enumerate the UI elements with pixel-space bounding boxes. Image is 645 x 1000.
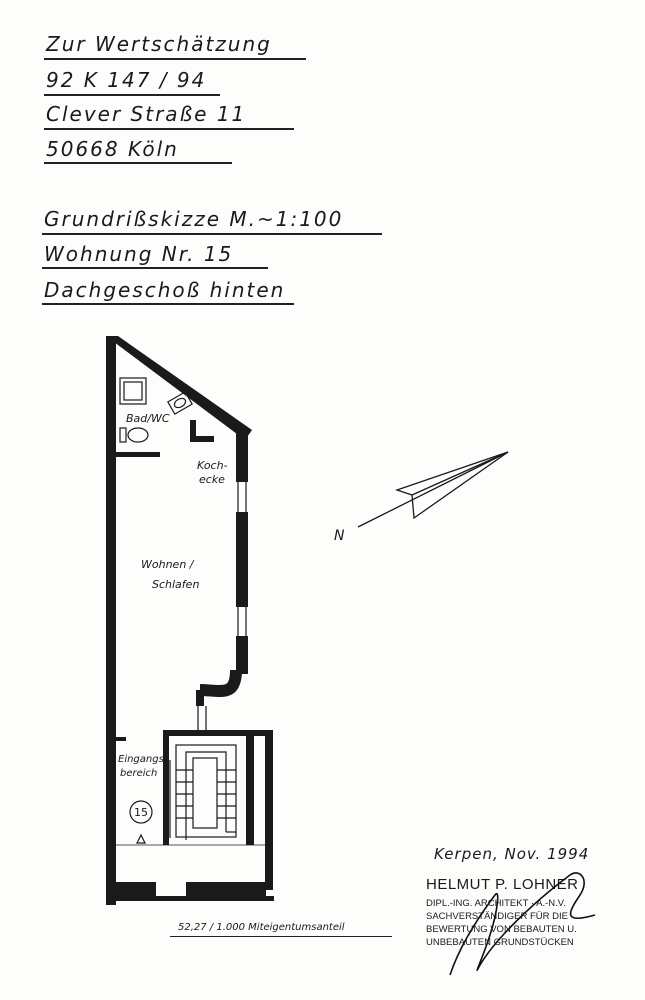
signature-scribble bbox=[420, 855, 620, 985]
kitchen-wall-horizontal bbox=[190, 436, 214, 442]
shower-tray-inner bbox=[124, 382, 142, 400]
header-line-3: Clever Straße 11 bbox=[46, 102, 247, 126]
room-label-bath: Bad/WC bbox=[126, 412, 170, 425]
apartment-number: Wohnung Nr. 15 bbox=[44, 242, 234, 266]
sketch-title: Grundrißskizze M.~1:100 bbox=[44, 207, 344, 231]
place-date: Kerpen, Nov. 1994 bbox=[434, 845, 590, 863]
room-label-kitchen-1: Koch- bbox=[197, 459, 228, 472]
architect-name: HELMUT P. LOHNER bbox=[426, 876, 579, 893]
room-label-entry-1: Eingangs bbox=[118, 754, 164, 765]
entry-arrow-triangle bbox=[137, 835, 145, 843]
bath-wall-bottom bbox=[116, 452, 160, 457]
architect-title-2: SACHVERSTÄNDIGER FÜR DIE bbox=[426, 911, 568, 922]
architect-title-1: DIPL.-ING. ARCHITEKT · A.-N.V. bbox=[426, 898, 566, 909]
stair-wall-right bbox=[246, 730, 254, 845]
stair-wall-top bbox=[163, 730, 273, 736]
room-label-living-2: Schlafen bbox=[152, 578, 200, 591]
entry-wall-left bbox=[116, 737, 126, 741]
stair-core bbox=[193, 758, 217, 828]
header-line-2: 92 K 147 / 94 bbox=[46, 68, 207, 92]
shaft-wall-right bbox=[265, 730, 273, 890]
stair-well bbox=[176, 745, 236, 837]
architect-title-4: UNBEBAUTEN GRUNDSTÜCKEN bbox=[426, 937, 574, 948]
floor-location: Dachgeschoß hinten bbox=[44, 278, 286, 302]
north-arrow bbox=[358, 452, 508, 527]
architect-title-3: BEWERTUNG VON BEBAUTEN U. bbox=[426, 924, 577, 935]
header-line-4: 50668 Köln bbox=[46, 137, 179, 161]
outer-wall-left bbox=[106, 336, 116, 905]
unit-number: 15 bbox=[134, 806, 148, 819]
room-label-living-1: Wohnen / bbox=[141, 558, 194, 571]
outer-wall-right-mid bbox=[236, 512, 248, 607]
outer-wall-right-low bbox=[236, 636, 248, 674]
ownership-share-underline bbox=[170, 936, 392, 937]
header-line-1: Zur Wertschätzung bbox=[46, 32, 272, 56]
bottom-wall-base bbox=[106, 896, 274, 901]
north-label: N bbox=[334, 528, 345, 544]
toilet-bowl bbox=[128, 428, 148, 442]
bay-wall-curve bbox=[200, 670, 236, 691]
toilet-tank bbox=[120, 428, 126, 442]
bottom-wall-right bbox=[186, 882, 266, 896]
stair-wall-left bbox=[163, 730, 169, 845]
outer-wall-right-upper bbox=[236, 432, 248, 482]
ownership-share: 52,27 / 1.000 Miteigentumsanteil bbox=[178, 922, 345, 933]
bottom-wall-left bbox=[116, 882, 156, 896]
room-label-entry-2: bereich bbox=[120, 768, 158, 779]
room-label-kitchen-2: ecke bbox=[199, 473, 225, 486]
stair-run bbox=[186, 752, 226, 840]
